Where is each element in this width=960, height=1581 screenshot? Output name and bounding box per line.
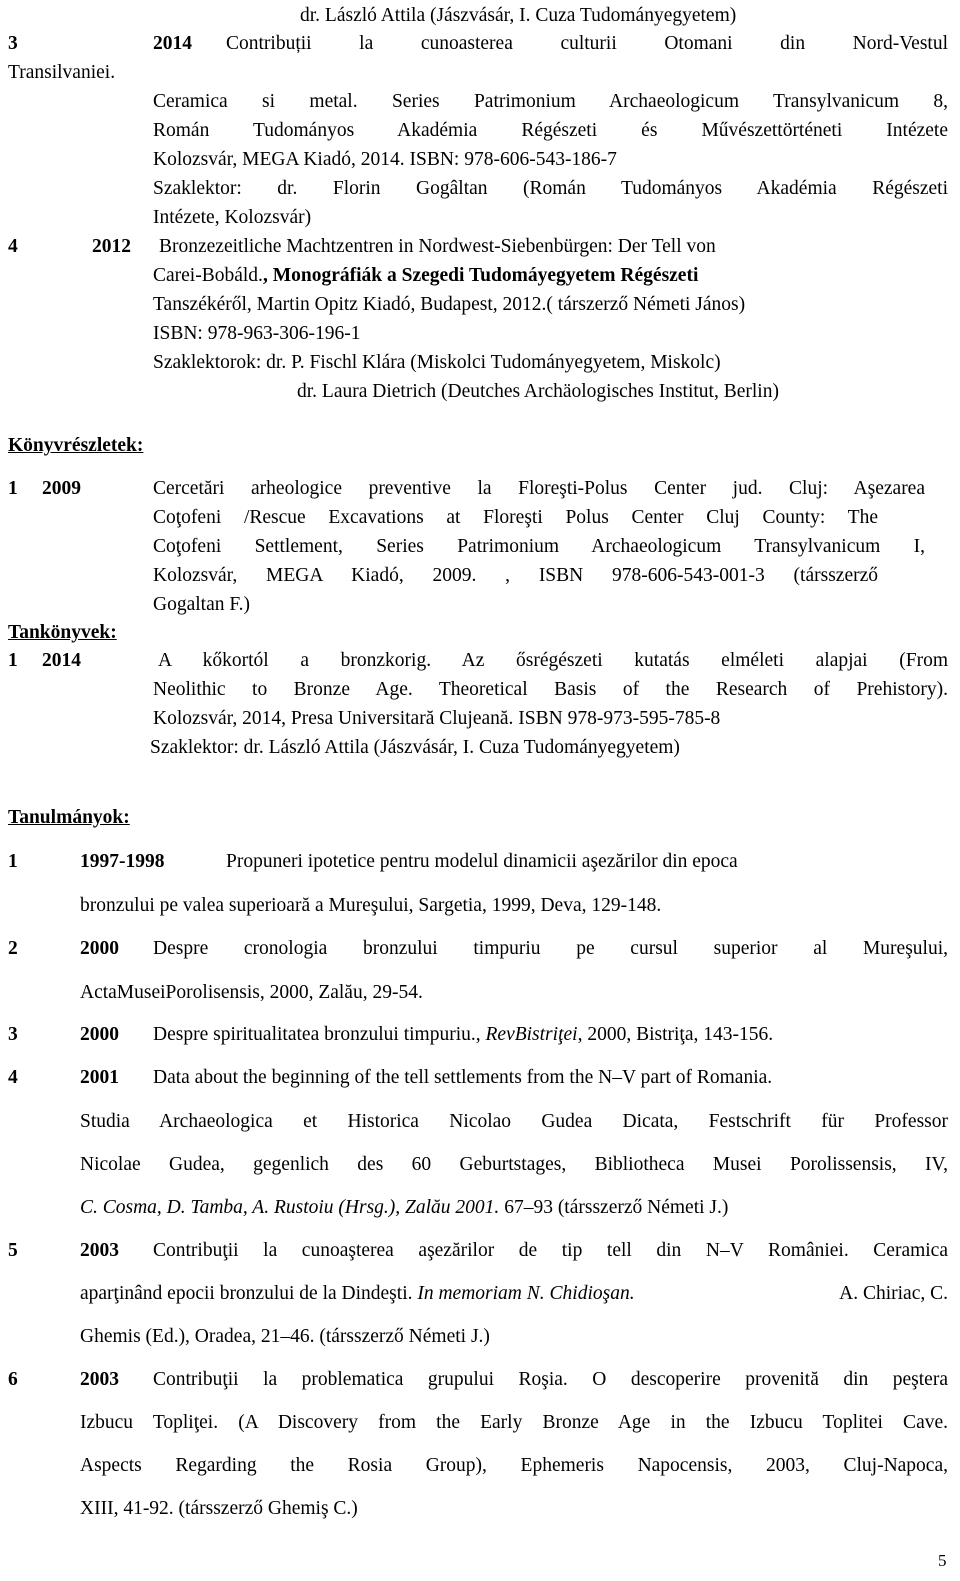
study-3-journal: RevBistriţei [485,1024,578,1045]
section-heading-chapters: Könyvrészletek: [8,435,144,456]
book-3-title-cont: Transilvaniei. [8,62,116,83]
study-5-title-end: aparţinând epocii bronzului de la Dindeşti. [80,1283,418,1304]
study-6-number: 6 [8,1369,18,1390]
study-3-year: 2000 [80,1024,119,1045]
study-5-volume: In memoriam N. Chidioşan. [417,1283,635,1304]
study-6-line-2: Izbucu Topliţei. (A Discovery from the Early Bronze Age in the Izbucu Toplitei Cave. [80,1412,948,1433]
study-4-year: 2001 [80,1067,119,1088]
study-6-line-1: Contribuţii la problematica grupului Roşia. O descoperire provenită din peştera [153,1369,948,1390]
study-5-line-3: Ghemis (Ed.), Oradea, 21–46. (társszerző Németi J.) [80,1326,490,1347]
chapter-1-year: 2009 [42,478,81,499]
textbook-1-line-2: Neolithic to Bronze Age. Theoretical Basis of the Research of Prehistory). [153,679,948,700]
study-3-number: 3 [8,1024,18,1045]
book-3-title: Contribuții la cunoasterea culturii Otomani din Nord-Vestul [226,33,948,54]
page-number: 5 [938,1551,947,1570]
book-4-number: 4 [8,236,18,257]
book-4-title-end: Carei-Bobáld. [153,265,263,286]
continued-reviewer-line: dr. László Attila (Jászvásár, I. Cuza Tudományegyetem) [300,5,737,26]
study-2-line-1: Despre cronologia bronzului timpuriu pe cursul superior al Mureşului, [153,938,948,959]
book-3-line-4: Szaklektor: dr. Florin Gogâltan (Román Tudományos Akadémia Régészeti [153,178,948,199]
study-4-line-2: Studia Archaeologica et Historica Nicolao Gudea Dicata, Festschrift für Professor [80,1111,948,1132]
textbook-1-line-1: A kőkortól a bronzkorig. Az ősrégészeti kutatás elméleti alapjai (From [158,650,948,671]
study-5-line-2 [80,1282,948,1306]
study-6-year: 2003 [80,1369,119,1390]
study-5-number: 5 [8,1240,18,1261]
book-3-number: 3 [8,33,18,54]
study-3-line-1 [153,1023,773,1047]
study-6-line-3: Aspects Regarding the Rosia Group), Ephemeris Napocensis, 2003, Cluj-Napoca, [80,1455,948,1476]
book-4-line-5: dr. Laura Dietrich (Deutches Archäologisches Institut, Berlin) [297,381,779,402]
chapter-1-line-4: Kolozsvár, MEGA Kiadó, 2009. , ISBN 978-606-543-001-3 (társszerző [153,565,878,586]
study-2-year: 2000 [80,938,119,959]
chapter-1-line-5: Gogaltan F.) [153,594,251,615]
study-4-line-4 [80,1196,728,1220]
study-5-line-1: Contribuţii la cunoaşterea aşezărilor de tip tell din N–V României. Ceramica [153,1240,948,1261]
book-3-year: 2014 [153,33,192,54]
book-4-series: , Monográfiák a Szegedi Tudomáyegyetem Régészeti [262,265,699,286]
chapter-1-line-2: Coţofeni /Rescue Excavations at Floreşti Polus Center Cluj County: The [153,507,878,528]
study-3-title: Despre spiritualitatea bronzului timpuriu., [153,1024,486,1045]
book-4-line-1 [153,264,698,288]
study-1-line-2: bronzului pe valea superioară a Mureşului, Sargetia, 1999, Deva, 129-148. [80,895,662,916]
study-1-number: 1 [8,851,18,872]
study-5-year: 2003 [80,1240,119,1261]
study-1-line-1: Propuneri ipotetice pentru modelul dinamicii aşezărilor din epoca [226,851,738,872]
study-2-number: 2 [8,938,18,959]
book-3-line-2: Román Tudományos Akadémia Régészeti és Művészettörténeti Intézete [153,120,948,141]
chapter-1-line-1: Cercetări arheologice preventive la Floreşti-Polus Center jud. Cluj: Aşezarea [153,478,925,499]
study-2-line-2: ActaMuseiPorolisensis, 2000, Zalău, 29-54. [80,982,423,1003]
study-6-line-4: XIII, 41-92. (társszerző Ghemiş C.) [80,1498,358,1519]
book-4-year: 2012 [92,236,131,257]
book-4-line-4: Szaklektorok: dr. P. Fischl Klára (Miskolci Tudományegyetem, Miskolc) [153,352,721,373]
book-3-line-5: Intézete, Kolozsvár) [153,207,312,228]
chapter-1-line-3: Coţofeni Settlement, Series Patrimonium Archaeologicum Transylvanicum I, [153,536,925,557]
study-3-details: , 2000, Bistriţa, 143-156. [577,1024,774,1045]
study-4-line-3: Nicolae Gudea, gegenlich des 60 Geburtstages, Bibliotheca Musei Porolissensis, IV, [80,1154,948,1175]
study-4-editors: C. Cosma, D. Tamba, A. Rustoiu (Hrsg.), Zalău 2001. [80,1197,500,1218]
study-5-editors: A. Chiriac, C. [835,1283,948,1304]
section-heading-textbooks: Tankönyvek: [8,622,117,643]
section-heading-studies: Tanulmányok: [8,807,130,828]
study-1-year: 1997-1998 [80,851,165,872]
textbook-1-year: 2014 [42,650,81,671]
textbook-1-line-3: Kolozsvár, 2014, Presa Universitară Clujeană. ISBN 978-973-595-785-8 [153,708,721,729]
chapter-1-number: 1 [8,478,18,499]
textbook-1-line-4: Szaklektor: dr. László Attila (Jászvásár, I. Cuza Tudományegyetem) [150,737,680,758]
book-3-line-3: Kolozsvár, MEGA Kiadó, 2014. ISBN: 978-606-543-186-7 [153,149,617,170]
book-4-line-3: ISBN: 978-963-306-196-1 [153,323,361,344]
study-4-line-1: Data about the beginning of the tell settlements from the N–V part of Romania. [153,1067,773,1088]
study-4-pages: 67–93 (társszerző Németi J.) [499,1197,729,1218]
textbook-1-number: 1 [8,650,18,671]
book-4-title: Bronzezeitliche Machtzentren in Nordwest-Siebenbürgen: Der Tell von [159,236,716,257]
book-4-line-2: Tanszékéről, Martin Opitz Kiadó, Budapest, 2012.( társzerző Németi János) [153,294,746,315]
book-3-line-1: Ceramica si metal. Series Patrimonium Archaeologicum Transylvanicum 8, [153,91,948,112]
study-4-number: 4 [8,1067,18,1088]
